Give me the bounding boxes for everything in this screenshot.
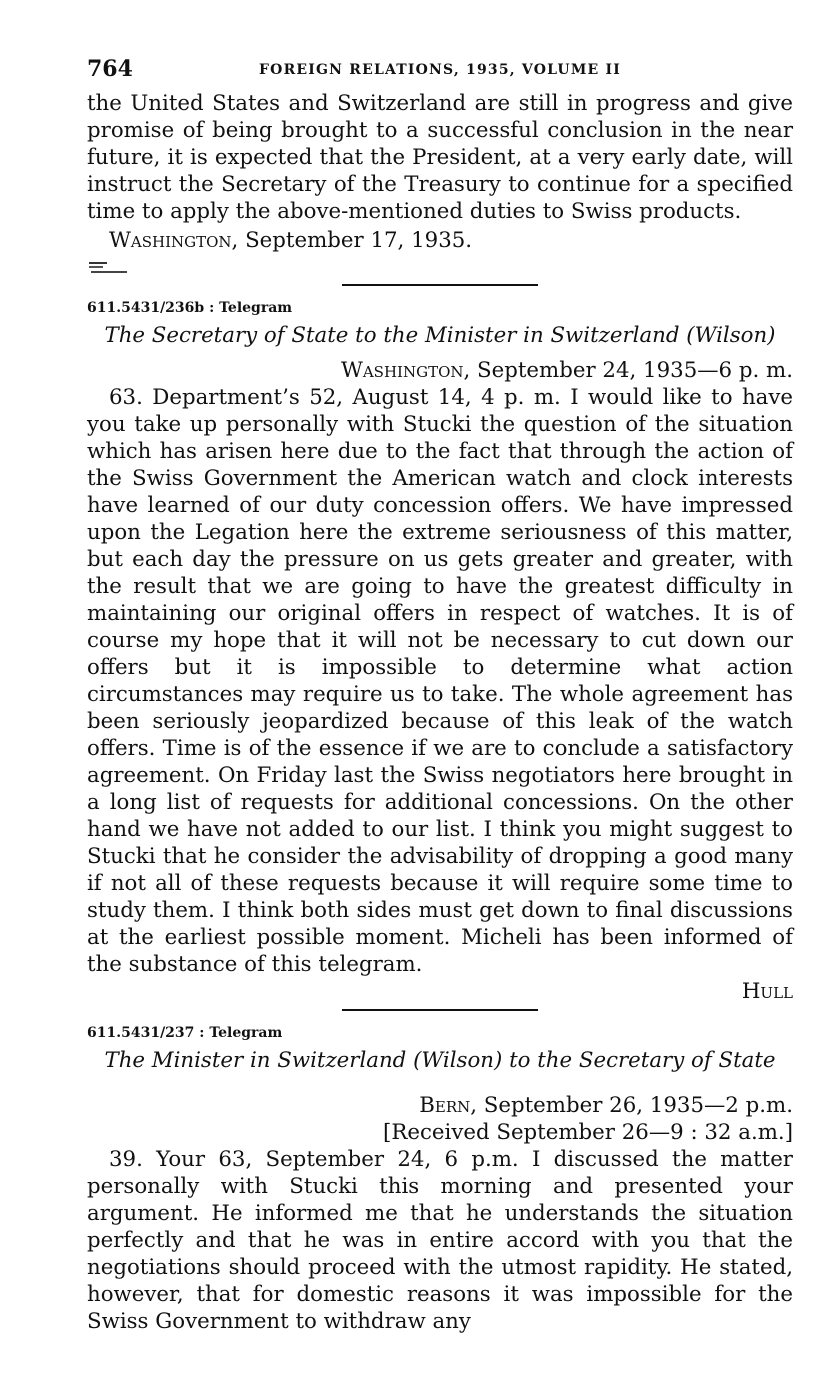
dateline-place: Bern,	[419, 1093, 478, 1118]
document-heading: The Minister in Switzerland (Wilson) to the Secretary of State	[104, 1048, 776, 1073]
telegram-body: 63. Department’s 52, August 14, 4 p. m. I would like to have you take up personally with Stucki the question of the situation which has arisen here due to the fact that through the action of the Swiss Government the American watch and clock interests have learned of our duty concession offers. We have impressed upon the Legation here the extreme seriousness of this matter, but each day the pressure on us gets greater and greater, with the result that we are going to have the greatest difficulty in maintaining our original offers in respect of watches. It is of course my hope that it will not be necessary to cut down our offers but it is impossible to determine what action circumstances may require us to take. The whole agreement has been seriously jeopardized because of this leak of the watch offers. Time is of the essence if we are to conclude a satisfactory agreement. On Friday last the Swiss negotiators here brought in a long list of requests for additional concessions. On the other hand we have not added to our list. I think you might suggest to Stucki that he consider the advisability of dropping a good many if not all of these requests because it will require some time to study them. I think both sides must get down to final discussions at the earliest possible moment. Micheli has been informed of the substance of this telegram.	[87, 385, 793, 977]
dateline-date: September 26, 1935—2 p.m.	[477, 1093, 793, 1118]
signature: Hull	[741, 979, 793, 1004]
telegram-body: 39. Your 63, September 24, 6 p.m. I discussed the matter personally with Stucki this morning and presented your argument. He informed me that he understands the situation perfectly and that he was in entire accord with you that the negotiations should proceed with the utmost rapidity. He stated, however, that for domestic reasons it was impossible for the Swiss Government to withdraw any	[87, 1147, 793, 1334]
received-note: [Received September 26—9 : 32 a.m.]	[383, 1120, 793, 1145]
signoff-place: Washington,	[109, 228, 239, 253]
running-title: FOREIGN RELATIONS, 1935, VOLUME II	[259, 62, 621, 78]
file-reference: 611.5431/236b : Telegram	[87, 300, 293, 316]
signoff-date: September 17, 1935.	[238, 228, 473, 253]
dateline	[87, 1092, 793, 1119]
section-divider	[342, 284, 538, 286]
dateline-date: September 24, 1935—6 p. m.	[470, 358, 793, 383]
page-header	[87, 56, 793, 90]
file-reference: 611.5431/237 : Telegram	[87, 1025, 283, 1041]
document-page	[87, 56, 793, 1335]
dateline	[87, 357, 793, 384]
page-number: 764	[87, 56, 133, 82]
continuation-signoff	[109, 227, 793, 254]
document-heading: The Secretary of State to the Minister in Switzerland (Wilson)	[104, 323, 776, 348]
section-divider	[342, 1009, 538, 1011]
continuation-paragraph: the United States and Switzerland are still in progress and give promise of being brought to a successful conclusion in the near future, it is expected that the President, at a very early date, will instruct the Secretary of the Treasury to continue for a specified time to apply the above-mentioned duties to Swiss products.	[87, 91, 793, 224]
dateline-place: Washington,	[340, 358, 471, 383]
stamp-mark	[89, 260, 793, 276]
